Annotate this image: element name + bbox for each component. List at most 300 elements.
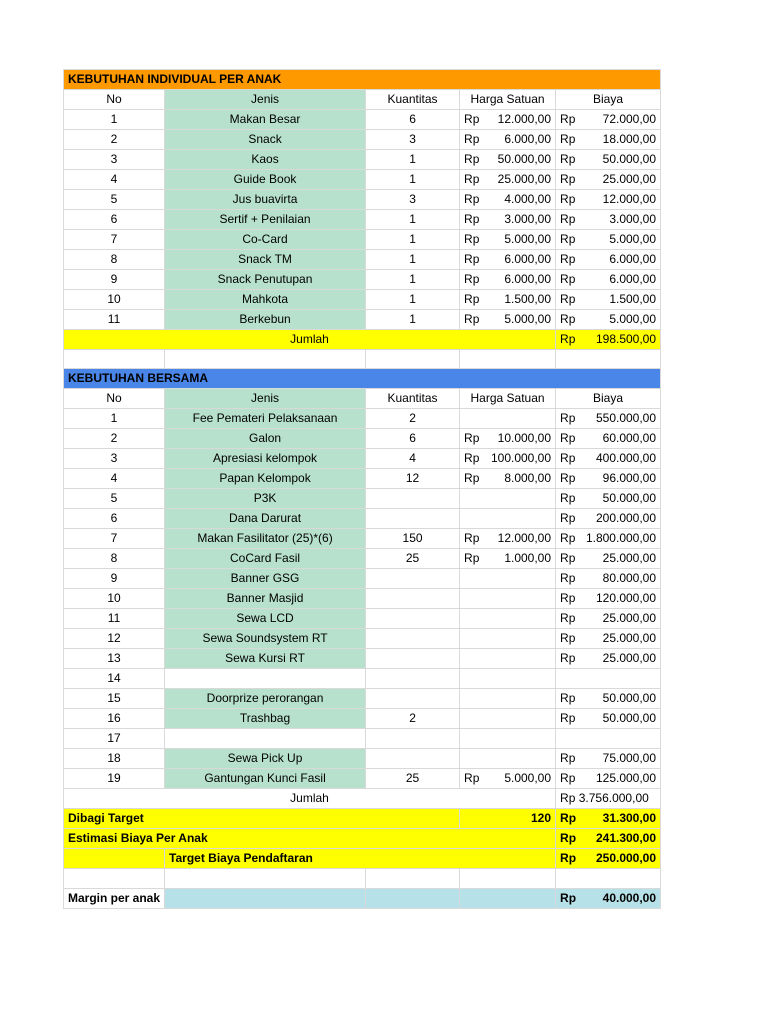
cell-no[interactable]: 9 — [64, 270, 165, 290]
estimasi-value-currency: Rp — [560, 831, 577, 846]
cell-no[interactable]: 10 — [64, 589, 165, 609]
cell-biaya-currency: Rp — [560, 312, 576, 326]
cell-harga-satuan-currency: Rp — [464, 152, 480, 166]
cell-jenis[interactable]: Apresiasi kelompok — [165, 449, 366, 469]
cell-biaya-amount: 550.000,00 — [595, 411, 657, 426]
empty-cell[interactable] — [460, 350, 556, 369]
cell-harga-satuan[interactable] — [460, 729, 556, 749]
empty-cell[interactable] — [165, 350, 366, 369]
cell-no[interactable]: 1 — [64, 409, 165, 429]
cell-biaya[interactable] — [556, 150, 661, 170]
cell-harga-satuan[interactable] — [460, 230, 556, 250]
cell-harga-satuan[interactable] — [460, 250, 556, 270]
margin-row — [64, 888, 661, 908]
cell-harga-satuan-amount: 5.000,00 — [504, 232, 552, 246]
dibagi-target-value-currency: Rp — [560, 811, 577, 826]
cell-kuantitas[interactable]: 3 — [366, 130, 460, 150]
cell-kuantitas[interactable]: 25 — [366, 549, 460, 569]
empty-cell[interactable] — [366, 869, 460, 888]
cell-no[interactable]: 11 — [64, 609, 165, 629]
section1-title-row — [64, 70, 661, 90]
cell-harga-satuan-currency: Rp — [464, 551, 480, 566]
estimasi-row — [64, 829, 661, 849]
cell-kuantitas[interactable] — [366, 729, 460, 749]
cell-no[interactable]: 6 — [64, 509, 165, 529]
cell-kuantitas[interactable] — [366, 569, 460, 589]
cell-biaya-amount: 400.000,00 — [595, 451, 657, 466]
cell-biaya-amount: 50.000,00 — [602, 691, 657, 706]
cell-jenis[interactable]: Snack TM — [165, 250, 366, 270]
cell-biaya[interactable] — [556, 629, 661, 649]
cell-harga-satuan[interactable] — [460, 190, 556, 210]
cell-biaya-amount: 96.000,00 — [602, 471, 657, 486]
cell-biaya[interactable] — [556, 609, 661, 629]
cell-jenis[interactable]: Guide Book — [165, 170, 366, 190]
table-row — [64, 729, 661, 749]
cell-jenis[interactable]: Banner GSG — [165, 569, 366, 589]
table-row — [64, 509, 661, 529]
cell-kuantitas[interactable]: 1 — [366, 270, 460, 290]
cell-harga-satuan[interactable] — [460, 310, 556, 330]
cell-biaya[interactable] — [556, 529, 661, 549]
cell-no[interactable]: 4 — [64, 469, 165, 489]
cell-no[interactable]: 14 — [64, 669, 165, 689]
margin-value-amount: 40.000,00 — [602, 890, 657, 905]
cell-kuantitas[interactable]: 1 — [366, 230, 460, 250]
cell-biaya[interactable] — [556, 130, 661, 150]
table-row — [64, 589, 661, 609]
empty-cell[interactable] — [366, 888, 460, 908]
cell-kuantitas[interactable] — [366, 609, 460, 629]
table-row — [64, 409, 661, 429]
cell-kuantitas[interactable]: 1 — [366, 150, 460, 170]
empty-cell[interactable] — [64, 849, 165, 869]
table-row — [64, 270, 661, 290]
cell-harga-satuan[interactable] — [460, 110, 556, 130]
cell-kuantitas[interactable]: 4 — [366, 449, 460, 469]
table-row — [64, 629, 661, 649]
cell-harga-satuan[interactable] — [460, 429, 556, 449]
dibagi-target-value[interactable] — [556, 809, 661, 829]
empty-cell[interactable] — [556, 869, 661, 888]
dibagi-target-row — [64, 809, 661, 829]
table-row — [64, 170, 661, 190]
cell-biaya[interactable] — [556, 210, 661, 230]
cell-biaya-currency: Rp — [560, 272, 576, 286]
cell-biaya[interactable] — [556, 190, 661, 210]
empty-cell[interactable] — [165, 888, 366, 908]
cell-harga-satuan-currency: Rp — [464, 312, 480, 326]
cell-jenis[interactable]: P3K — [165, 489, 366, 509]
cell-biaya-currency: Rp — [560, 571, 576, 586]
cell-biaya[interactable] — [556, 549, 661, 569]
cell-harga-satuan-currency: Rp — [464, 232, 480, 246]
cell-biaya[interactable] — [556, 569, 661, 589]
cell-harga-satuan[interactable] — [460, 649, 556, 669]
cell-no[interactable]: 5 — [64, 489, 165, 509]
empty-cell[interactable] — [460, 869, 556, 888]
cell-harga-satuan[interactable] — [460, 270, 556, 290]
target-biaya-value[interactable] — [556, 849, 661, 869]
cell-biaya-amount: 5.000,00 — [609, 312, 657, 326]
cell-kuantitas[interactable] — [366, 669, 460, 689]
cell-harga-satuan-currency: Rp — [464, 192, 480, 206]
cell-biaya[interactable] — [556, 509, 661, 529]
cell-harga-satuan[interactable] — [460, 529, 556, 549]
cell-no[interactable]: 10 — [64, 290, 165, 310]
cell-biaya-currency: Rp — [560, 691, 576, 706]
cell-biaya[interactable] — [556, 429, 661, 449]
cell-biaya-currency: Rp — [560, 611, 576, 626]
cell-harga-satuan[interactable] — [460, 589, 556, 609]
estimasi-label[interactable]: Estimasi Biaya Per Anak — [64, 829, 556, 849]
table-row — [64, 529, 661, 549]
cell-biaya-currency: Rp — [560, 132, 576, 146]
cell-harga-satuan[interactable] — [460, 170, 556, 190]
cell-biaya[interactable] — [556, 110, 661, 130]
cell-biaya[interactable] — [556, 270, 661, 290]
margin-label[interactable]: Margin per anak — [64, 888, 165, 908]
empty-cell[interactable] — [556, 350, 661, 369]
cell-biaya-currency: Rp — [560, 112, 576, 126]
cell-biaya-currency: Rp — [560, 711, 576, 726]
cell-no[interactable]: 19 — [64, 769, 165, 789]
cell-biaya-currency: Rp — [560, 591, 576, 606]
margin-value-currency: Rp — [560, 890, 577, 905]
cell-biaya[interactable] — [556, 729, 661, 749]
cell-biaya-currency: Rp — [560, 192, 576, 206]
cell-biaya-amount: 72.000,00 — [602, 112, 657, 126]
cell-kuantitas[interactable]: 6 — [366, 429, 460, 449]
margin-value[interactable] — [556, 888, 661, 908]
section1-total-currency: Rp — [560, 332, 576, 346]
table-row — [64, 689, 661, 709]
header-jenis[interactable]: Jenis — [165, 389, 366, 409]
header-jenis[interactable]: Jenis — [165, 90, 366, 110]
cell-kuantitas[interactable]: 1 — [366, 290, 460, 310]
header-kuantitas[interactable]: Kuantitas — [366, 90, 460, 110]
cell-harga-satuan[interactable] — [460, 150, 556, 170]
cell-biaya-currency: Rp — [560, 751, 576, 766]
cell-harga-satuan[interactable] — [460, 210, 556, 230]
cell-biaya[interactable] — [556, 449, 661, 469]
estimasi-value-amount: 241.300,00 — [595, 831, 657, 846]
table-row — [64, 749, 661, 769]
cell-biaya-currency: Rp — [560, 771, 576, 786]
cell-jenis[interactable]: Fee Pemateri Pelaksanaan — [165, 409, 366, 429]
cell-kuantitas[interactable]: 2 — [366, 409, 460, 429]
cell-harga-satuan-currency: Rp — [464, 471, 480, 486]
cell-kuantitas[interactable] — [366, 509, 460, 529]
cell-jenis[interactable]: Banner Masjid — [165, 589, 366, 609]
cell-jenis[interactable]: Makan Besar — [165, 110, 366, 130]
cell-biaya-amount: 1.500,00 — [609, 292, 657, 306]
cell-biaya-currency: Rp — [560, 491, 576, 506]
cell-kuantitas[interactable]: 1 — [366, 170, 460, 190]
cell-jenis[interactable]: Sewa Pick Up — [165, 749, 366, 769]
cell-kuantitas[interactable] — [366, 649, 460, 669]
empty-cell[interactable] — [64, 350, 165, 369]
cell-biaya-currency: Rp — [560, 651, 576, 666]
cell-biaya-amount: 125.000,00 — [595, 771, 657, 786]
section1-total[interactable] — [556, 330, 661, 350]
cell-biaya[interactable] — [556, 230, 661, 250]
cell-harga-satuan[interactable] — [460, 549, 556, 569]
cell-no[interactable]: 6 — [64, 210, 165, 230]
cell-biaya-amount: 6.000,00 — [609, 272, 657, 286]
table-row — [64, 130, 661, 150]
cell-kuantitas[interactable] — [366, 589, 460, 609]
cell-harga-satuan[interactable] — [460, 469, 556, 489]
cell-kuantitas[interactable]: 1 — [366, 250, 460, 270]
cell-no[interactable]: 18 — [64, 749, 165, 769]
cell-kuantitas[interactable]: 12 — [366, 469, 460, 489]
cell-harga-satuan-amount: 1.000,00 — [504, 551, 552, 566]
empty-cell[interactable] — [64, 869, 165, 888]
cell-no[interactable]: 7 — [64, 529, 165, 549]
cell-biaya-amount: 200.000,00 — [595, 511, 657, 526]
table-row — [64, 210, 661, 230]
cell-harga-satuan-amount: 6.000,00 — [504, 132, 552, 146]
table-row — [64, 250, 661, 270]
cell-jenis[interactable]: Doorprize perorangan — [165, 689, 366, 709]
cell-jenis[interactable]: Dana Darurat — [165, 509, 366, 529]
cell-harga-satuan-currency: Rp — [464, 132, 480, 146]
cell-biaya[interactable] — [556, 250, 661, 270]
cell-biaya-currency: Rp — [560, 232, 576, 246]
cell-biaya[interactable] — [556, 409, 661, 429]
cell-kuantitas[interactable]: 2 — [366, 709, 460, 729]
cell-harga-satuan[interactable] — [460, 689, 556, 709]
cell-no[interactable]: 12 — [64, 629, 165, 649]
cell-biaya[interactable] — [556, 669, 661, 689]
cell-biaya-currency: Rp — [560, 152, 576, 166]
cell-kuantitas[interactable]: 1 — [366, 310, 460, 330]
cell-jenis[interactable]: Makan Fasilitator (25)*(6) — [165, 529, 366, 549]
cell-harga-satuan-currency: Rp — [464, 292, 480, 306]
section2-total-row — [64, 789, 661, 809]
blank-row — [64, 350, 661, 369]
cell-harga-satuan-currency: Rp — [464, 172, 480, 186]
table-row — [64, 769, 661, 789]
cell-jenis[interactable]: Sewa Kursi RT — [165, 649, 366, 669]
cell-no[interactable]: 3 — [64, 449, 165, 469]
section1-total-label[interactable]: Jumlah — [64, 330, 556, 350]
cell-jenis[interactable]: Co-Card — [165, 230, 366, 250]
cell-biaya-currency: Rp — [560, 551, 576, 566]
table-row — [64, 230, 661, 250]
cell-harga-satuan[interactable] — [460, 709, 556, 729]
cell-biaya-currency: Rp — [560, 511, 576, 526]
cell-biaya-amount: 25.000,00 — [602, 551, 657, 566]
cell-biaya[interactable] — [556, 689, 661, 709]
cell-harga-satuan[interactable] — [460, 409, 556, 429]
cell-biaya-amount: 18.000,00 — [602, 132, 657, 146]
cell-jenis[interactable] — [165, 729, 366, 749]
cell-harga-satuan-amount: 4.000,00 — [504, 192, 552, 206]
cell-harga-satuan[interactable] — [460, 609, 556, 629]
cell-harga-satuan[interactable] — [460, 290, 556, 310]
header-kuantitas[interactable]: Kuantitas — [366, 389, 460, 409]
cell-biaya[interactable] — [556, 649, 661, 669]
cell-harga-satuan[interactable] — [460, 509, 556, 529]
cell-jenis[interactable]: Berkebun — [165, 310, 366, 330]
cell-jenis[interactable]: Snack Penutupan — [165, 270, 366, 290]
cell-harga-satuan[interactable] — [460, 769, 556, 789]
cell-biaya[interactable] — [556, 709, 661, 729]
cell-no[interactable]: 13 — [64, 649, 165, 669]
section2-title-row — [64, 369, 661, 389]
cell-no[interactable]: 2 — [64, 130, 165, 150]
table-row — [64, 649, 661, 669]
cell-biaya[interactable] — [556, 589, 661, 609]
cell-harga-satuan-amount: 6.000,00 — [504, 272, 552, 286]
cell-no[interactable]: 11 — [64, 310, 165, 330]
cell-harga-satuan[interactable] — [460, 669, 556, 689]
table-row — [64, 429, 661, 449]
cell-kuantitas[interactable]: 3 — [366, 190, 460, 210]
table-row — [64, 609, 661, 629]
table-row — [64, 549, 661, 569]
blank-row — [64, 869, 661, 888]
section1-title[interactable]: KEBUTUHAN INDIVIDUAL PER ANAK — [64, 70, 661, 90]
dibagi-target-label[interactable]: Dibagi Target — [64, 809, 460, 829]
cell-jenis[interactable]: Sertif + Penilaian — [165, 210, 366, 230]
cell-no[interactable]: 2 — [64, 429, 165, 449]
cell-biaya-amount: 60.000,00 — [602, 431, 657, 446]
sheet-body — [64, 70, 661, 909]
cell-jenis[interactable]: Trashbag — [165, 709, 366, 729]
cell-no[interactable]: 17 — [64, 729, 165, 749]
header-harga-satuan[interactable]: Harga Satuan — [460, 389, 556, 409]
cell-harga-satuan[interactable] — [460, 569, 556, 589]
cell-jenis[interactable] — [165, 669, 366, 689]
cell-biaya-currency: Rp — [560, 531, 576, 546]
cell-biaya-amount: 3.000,00 — [609, 212, 657, 226]
cell-harga-satuan[interactable] — [460, 449, 556, 469]
cell-no[interactable]: 15 — [64, 689, 165, 709]
header-no[interactable]: No — [64, 90, 165, 110]
cell-no[interactable]: 8 — [64, 250, 165, 270]
cell-no[interactable]: 1 — [64, 110, 165, 130]
cell-biaya[interactable] — [556, 290, 661, 310]
cell-jenis[interactable]: Galon — [165, 429, 366, 449]
section1-total-row — [64, 330, 661, 350]
cell-kuantitas[interactable] — [366, 749, 460, 769]
cell-kuantitas[interactable]: 6 — [366, 110, 460, 130]
cell-jenis[interactable]: Papan Kelompok — [165, 469, 366, 489]
dibagi-target-count[interactable]: 120 — [460, 809, 556, 829]
cell-harga-satuan-amount: 5.000,00 — [504, 771, 552, 786]
cell-no[interactable]: 9 — [64, 569, 165, 589]
cell-biaya[interactable] — [556, 769, 661, 789]
cell-kuantitas[interactable]: 1 — [366, 210, 460, 230]
cell-biaya[interactable] — [556, 749, 661, 769]
cell-biaya-currency: Rp — [560, 411, 576, 426]
cell-no[interactable]: 4 — [64, 170, 165, 190]
cell-biaya-currency: Rp — [560, 172, 576, 186]
cell-harga-satuan-amount: 100.000,00 — [490, 451, 552, 466]
cell-jenis[interactable]: Snack — [165, 130, 366, 150]
empty-cell[interactable] — [165, 869, 366, 888]
cell-jenis[interactable]: Gantungan Kunci Fasil — [165, 769, 366, 789]
cell-kuantitas[interactable] — [366, 629, 460, 649]
empty-cell[interactable] — [366, 350, 460, 369]
cell-biaya-amount: 6.000,00 — [609, 252, 657, 266]
cell-harga-satuan[interactable] — [460, 749, 556, 769]
cell-harga-satuan-amount: 6.000,00 — [504, 252, 552, 266]
header-biaya[interactable]: Biaya — [556, 90, 661, 110]
table-row — [64, 489, 661, 509]
cell-harga-satuan-amount: 12.000,00 — [497, 112, 552, 126]
target-biaya-label[interactable]: Target Biaya Pendaftaran — [165, 849, 556, 869]
cell-biaya[interactable] — [556, 489, 661, 509]
cell-jenis[interactable]: Kaos — [165, 150, 366, 170]
cell-harga-satuan-currency: Rp — [464, 431, 480, 446]
empty-cell[interactable] — [460, 888, 556, 908]
header-harga-satuan[interactable]: Harga Satuan — [460, 90, 556, 110]
cell-biaya-amount: 120.000,00 — [595, 591, 657, 606]
estimasi-value[interactable] — [556, 829, 661, 849]
cell-harga-satuan[interactable] — [460, 629, 556, 649]
cell-no[interactable]: 3 — [64, 150, 165, 170]
table-row — [64, 110, 661, 130]
cell-biaya-amount: 50.000,00 — [602, 152, 657, 166]
cell-biaya-currency: Rp — [560, 451, 576, 466]
header-no[interactable]: No — [64, 389, 165, 409]
cell-kuantitas[interactable]: 150 — [366, 529, 460, 549]
cell-no[interactable]: 7 — [64, 230, 165, 250]
cell-jenis[interactable]: Mahkota — [165, 290, 366, 310]
cell-harga-satuan-currency: Rp — [464, 531, 480, 546]
cell-kuantitas[interactable]: 25 — [366, 769, 460, 789]
cell-biaya-amount: 25.000,00 — [602, 172, 657, 186]
cell-jenis[interactable]: CoCard Fasil — [165, 549, 366, 569]
header-biaya[interactable]: Biaya — [556, 389, 661, 409]
cell-biaya-currency: Rp — [560, 631, 576, 646]
cell-jenis[interactable]: Sewa Soundsystem RT — [165, 629, 366, 649]
cell-no[interactable]: 8 — [64, 549, 165, 569]
cell-harga-satuan-currency: Rp — [464, 451, 480, 466]
cell-harga-satuan-currency: Rp — [464, 112, 480, 126]
cell-no[interactable]: 5 — [64, 190, 165, 210]
cell-biaya[interactable] — [556, 310, 661, 330]
cell-kuantitas[interactable] — [366, 489, 460, 509]
cell-biaya-amount: 80.000,00 — [602, 571, 657, 586]
cell-biaya-amount: 25.000,00 — [602, 651, 657, 666]
cell-harga-satuan[interactable] — [460, 130, 556, 150]
cell-harga-satuan-currency: Rp — [464, 212, 480, 226]
cell-biaya-currency: Rp — [560, 292, 576, 306]
table-row — [64, 310, 661, 330]
cell-kuantitas[interactable] — [366, 689, 460, 709]
cell-harga-satuan[interactable] — [460, 489, 556, 509]
target-biaya-value-currency: Rp — [560, 851, 577, 866]
cell-biaya[interactable] — [556, 469, 661, 489]
table-row — [64, 190, 661, 210]
table-row — [64, 469, 661, 489]
cell-no[interactable]: 16 — [64, 709, 165, 729]
cell-biaya-amount: 25.000,00 — [602, 631, 657, 646]
section2-title[interactable]: KEBUTUHAN BERSAMA — [64, 369, 661, 389]
cell-jenis[interactable]: Sewa LCD — [165, 609, 366, 629]
cell-biaya[interactable] — [556, 170, 661, 190]
section2-total-amount: 3.756.000,00 — [578, 791, 649, 806]
section2-header-row — [64, 389, 661, 409]
cell-jenis[interactable]: Jus buavirta — [165, 190, 366, 210]
section2-total[interactable] — [556, 789, 661, 809]
section2-total-label[interactable]: Jumlah — [64, 789, 556, 809]
